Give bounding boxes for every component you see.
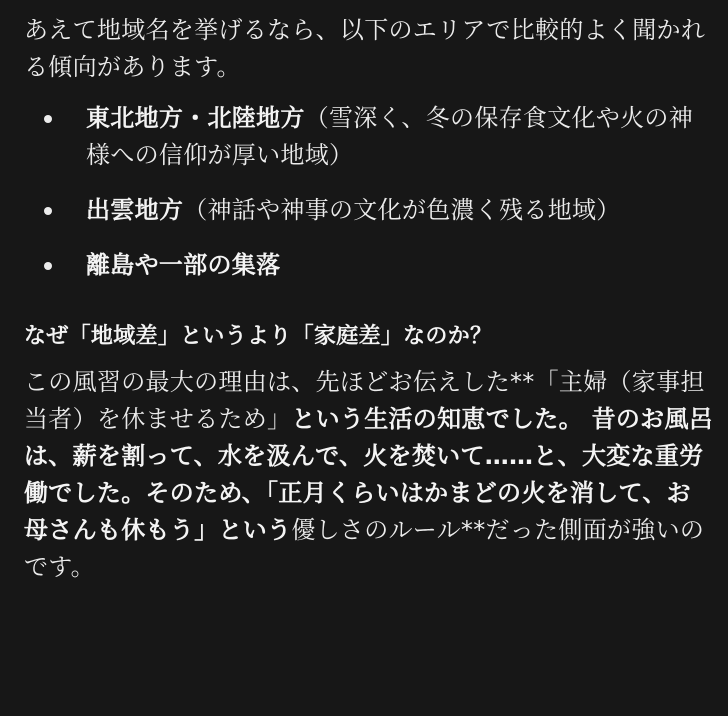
region-list (24, 100, 714, 284)
chat-message (24, 12, 714, 586)
bullet-icon (44, 262, 52, 270)
closing-text-end: 優しさのルール**だった側面が強いのです。 (24, 516, 705, 581)
bullet-icon (44, 115, 52, 123)
list-item (24, 100, 714, 174)
list-item (24, 192, 714, 229)
closing-text-bold: という生活の知恵でした。 昔のお風呂は、薪を割って、水を汲んで、火を焚いて……と、大変な重労働でした。そのため、「正月くらいはかまどの火を消して、お母さんも休もう」という (24, 405, 714, 544)
list-item-title: 東北地方・北陸地方 (86, 104, 305, 132)
intro-paragraph: あえて地域名を挙げるなら、以下のエリアで比較的よく聞かれる傾向があります。 (24, 16, 706, 81)
closing-paragraph (24, 364, 714, 586)
section-heading: なぜ「地域差」というより「家庭差」なのか？ (24, 324, 493, 349)
closing-text-start: この風習の最大の理由は、先ほどお伝えした**「主婦（家事担当者）を休ませるため」 (24, 368, 705, 433)
bullet-icon (44, 207, 52, 215)
list-item-desc: （神話や神事の文化が色濃く残る地域） (183, 196, 621, 224)
list-item-title: 出雲地方 (86, 196, 184, 224)
list-item-desc: （雪深く、冬の保存食文化や火の神様への信仰が厚い地域） (86, 104, 694, 169)
list-item-title: 離島や一部の集落 (86, 251, 281, 279)
list-item (24, 247, 714, 284)
